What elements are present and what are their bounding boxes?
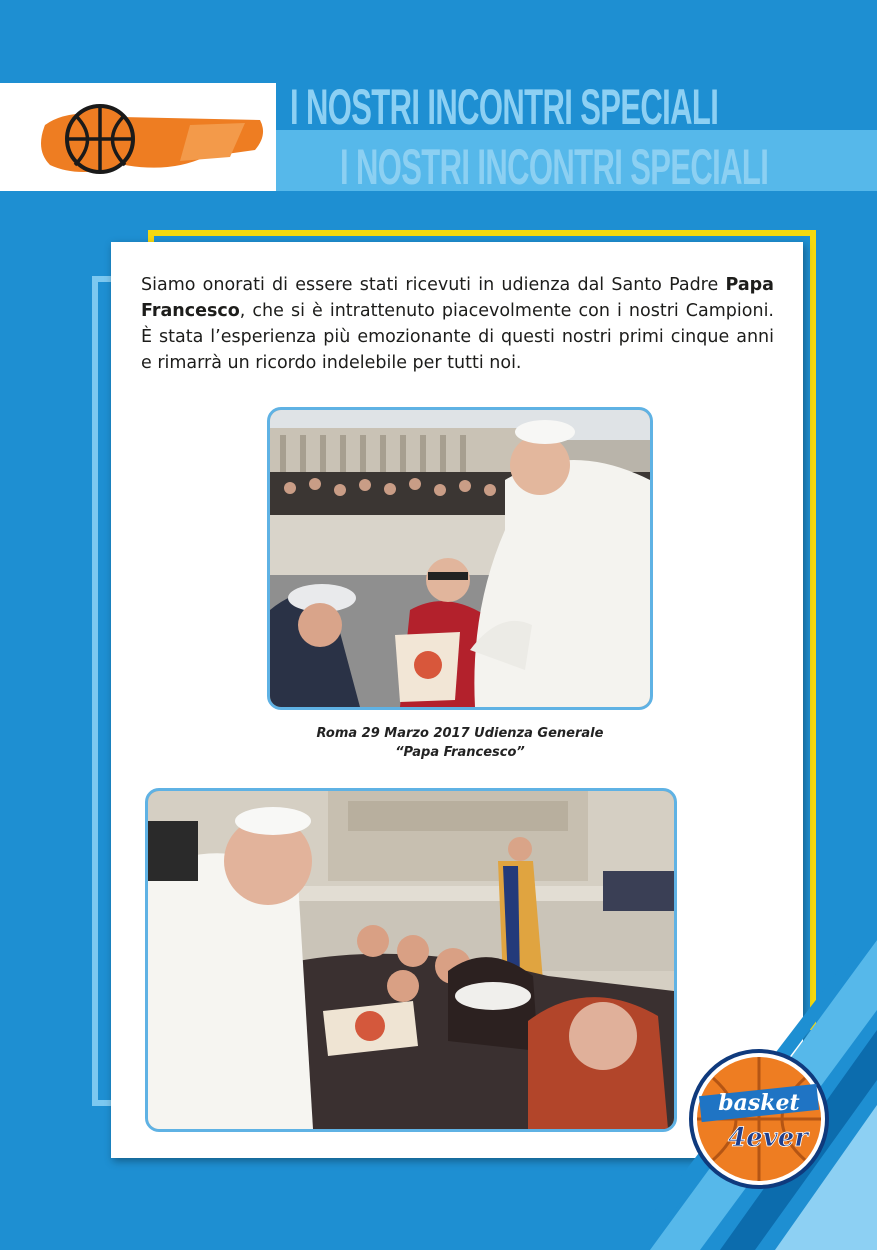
intro-text-2: , che si è intrattenuto piacevolmente con i nostri Campioni. È stata l’esperienza più emozionante di questi nostri primi cinque anni e rimarrà un ricordo indelebile per tutti noi.	[141, 301, 774, 373]
basketball-brush-logo-icon	[30, 95, 270, 185]
badge-line-1: basket	[718, 1090, 800, 1116]
caption-line-2: “Papa Francesco”	[395, 745, 525, 760]
intro-text-1: Siamo onorati di essere stati ricevuti in udienza dal Santo Padre	[141, 275, 726, 295]
intro-bold-name: Papa Francesco	[141, 275, 774, 321]
pope-greeting-photo-icon	[270, 410, 650, 707]
intro-paragraph	[141, 272, 774, 376]
page-title-echo: I NOSTRI INCONTRI SPECIALI	[340, 139, 769, 195]
photo-pope-greeting	[267, 407, 653, 710]
photo-pope-group	[145, 788, 677, 1132]
caption-line-1: Roma 29 Marzo 2017 Udienza Generale	[316, 726, 604, 741]
photo-caption	[267, 724, 653, 762]
pope-with-group-photo-icon	[148, 791, 674, 1129]
badge-line-2: 4ever	[728, 1123, 808, 1153]
page-title: I NOSTRI INCONTRI SPECIALI	[290, 79, 719, 135]
basket4ever-badge-icon	[688, 1048, 830, 1190]
